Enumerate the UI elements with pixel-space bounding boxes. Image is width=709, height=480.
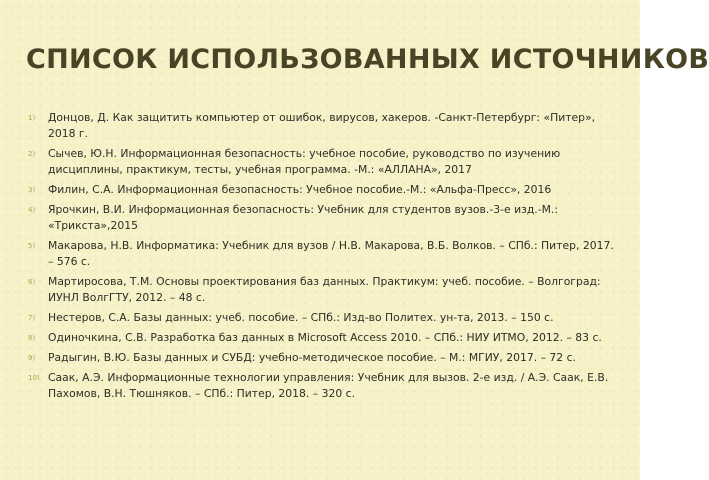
source-number: 2)	[28, 150, 36, 158]
source-text: Радыгин, В.Ю. Базы данных и СУБД: учебно-методическое пособие. – М.: МГИУ, 2017. – 72 с.	[48, 351, 576, 364]
source-text: Нестеров, С.А. Базы данных: учеб. пособие. – СПб.: Изд-во Политех. ун-та, 2013. – 150 с.	[48, 311, 554, 324]
source-text: Филин, С.А. Информационная безопасность: Учебное пособие.-М.: «Альфа-Пресс», 2016	[48, 183, 552, 196]
source-number: 5)	[28, 242, 36, 250]
source-item	[28, 350, 618, 366]
source-number: 1)	[28, 114, 36, 122]
source-number: 6)	[28, 278, 36, 286]
source-item	[28, 238, 618, 270]
source-item	[28, 310, 618, 326]
source-item	[28, 330, 618, 346]
source-text: Сычев, Ю.Н. Информационная безопасность: учебное пособие, руководство по изучению дисциплины, практикум, тесты, учебная программа. -М.: «АЛЛАНА», 2017	[48, 147, 561, 176]
source-number: 9)	[28, 354, 36, 362]
source-text: Макарова, Н.В. Информатика: Учебник для вузов / Н.В. Макарова, В.Б. Волков. – СПб.: Питер, 2017. – 576 с.	[48, 239, 614, 268]
source-item	[28, 182, 618, 198]
source-text: Донцов, Д. Как защитить компьютер от ошибок, вирусов, хакеров. -Санкт-Петербург: «Питер», 2018 г.	[48, 111, 596, 140]
source-item	[28, 110, 618, 142]
source-text: Мартиросова, Т.М. Основы проектирования баз данных. Практикум: учеб. пособие. – Волгоград: ИУНЛ ВолгГТУ, 2012. – 48 с.	[48, 275, 601, 304]
source-number: 10)	[28, 374, 40, 382]
source-text: Саак, А.Э. Информационные технологии управления: Учебник для вызов. 2-е изд. / А.Э. Саак, Е.В. Пахомов, В.Н. Тюшняков. – СПб.: Питер, 2018. – 320 с.	[48, 371, 609, 400]
source-number: 8)	[28, 334, 36, 342]
source-number: 3)	[28, 186, 36, 194]
source-number: 4)	[28, 206, 36, 214]
source-item	[28, 202, 618, 234]
source-item	[28, 146, 618, 178]
source-item	[28, 274, 618, 306]
slide-title: СПИСОК ИСПОЛЬЗОВАННЫХ ИСТОЧНИКОВ	[26, 44, 709, 75]
source-item	[28, 370, 618, 402]
sources-list	[28, 110, 618, 406]
source-text: Одиночкина, С.В. Разработка баз данных в Microsoft Access 2010. – СПб.: НИУ ИТМО, 2012. – 83 с.	[48, 331, 602, 344]
source-text: Ярочкин, В.И. Информационная безопасность: Учебник для студентов вузов.-3-е изд.-М.: «Трикста»,2015	[48, 203, 559, 232]
source-number: 7)	[28, 314, 36, 322]
